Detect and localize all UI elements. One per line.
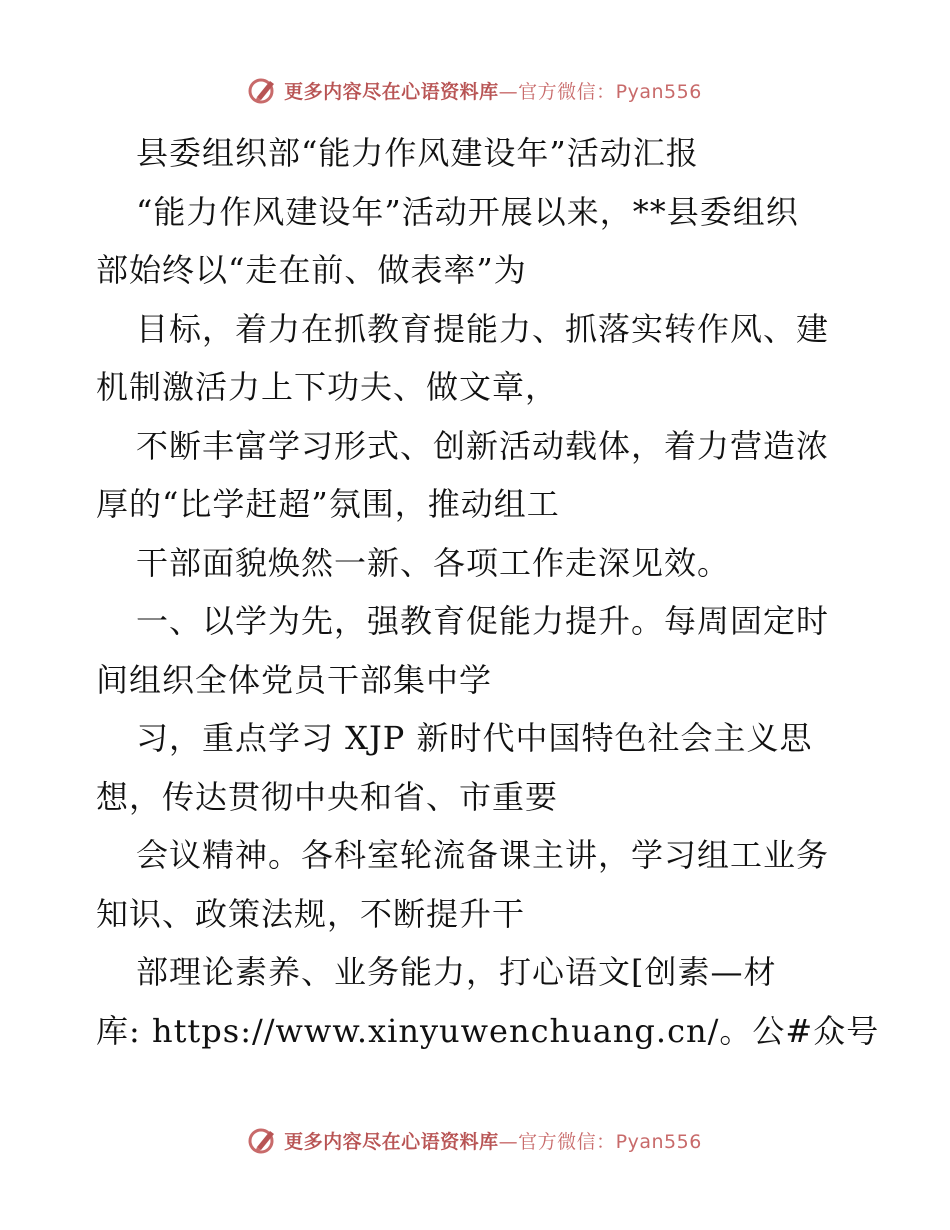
text-line: 厚的“比学赶超”氛围，推动组工 bbox=[96, 485, 560, 523]
text-line: 习，重点学习 XJP 新时代中国特色社会主义思 bbox=[136, 719, 813, 757]
text-line: 干部面貌焕然一新、各项工作走深见效。 bbox=[136, 543, 731, 582]
watermark-separator: — bbox=[498, 80, 519, 103]
pen-logo-icon bbox=[248, 1125, 278, 1155]
text-line: 库: https://www.xinyuwenchuang.cn/。公#众号 bbox=[96, 1011, 880, 1050]
watermark-footer bbox=[0, 1122, 950, 1158]
watermark-suffix: 官方微信：Pyan556 bbox=[518, 1130, 702, 1153]
text-line: 知识、政策法规，不断提升干 bbox=[96, 894, 526, 933]
watermark-main: 更多内容尽在心语资料库 bbox=[284, 80, 499, 103]
watermark-separator: — bbox=[498, 1130, 519, 1153]
watermark-text bbox=[284, 77, 702, 104]
document-body bbox=[96, 124, 880, 1060]
text-line: 会议精神。各科室轮流备课主讲，学习组工业务 bbox=[136, 836, 830, 874]
text-line: 部理论素养、业务能力，打心语文[创素—材 bbox=[136, 953, 777, 991]
text-line: 目标，着力在抓教育提能力、抓落实转作风、建 bbox=[136, 309, 830, 348]
watermark-header bbox=[0, 72, 950, 108]
text-line: 不断丰富学习形式、创新活动载体，着力营造浓 bbox=[136, 426, 830, 465]
watermark-text bbox=[284, 1127, 702, 1154]
document-title: 县委组织部“能力作风建设年”活动汇报 bbox=[136, 134, 699, 172]
text-line: 间组织全体党员干部集中学 bbox=[96, 660, 493, 699]
text-line: “能力作风建设年”活动开展以来，**县委组织 bbox=[136, 192, 799, 231]
watermark-suffix: 官方微信：Pyan556 bbox=[518, 80, 702, 103]
text-line: 一、以学为先，强教育促能力提升。每周固定时 bbox=[136, 602, 830, 640]
text-line: 机制激活力上下功夫、做文章， bbox=[96, 368, 559, 406]
pen-logo-icon bbox=[248, 75, 278, 105]
text-line: 部始终以“走在前、做表率”为 bbox=[96, 251, 527, 289]
text-line: 想，传达贯彻中央和省、市重要 bbox=[96, 777, 559, 816]
watermark-main: 更多内容尽在心语资料库 bbox=[284, 1130, 499, 1153]
